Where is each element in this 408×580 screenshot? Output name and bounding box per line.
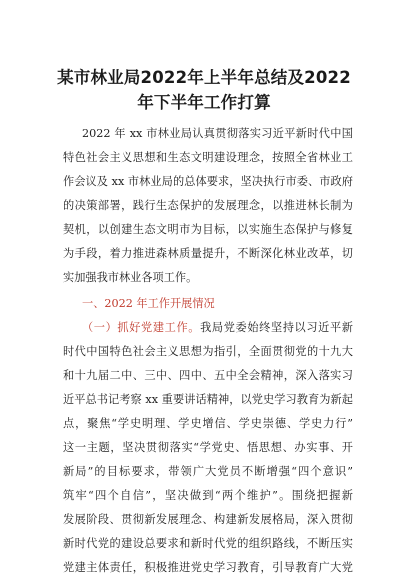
intro-line: 契机，以创建生态文明市为目标，以实施生态保护与修复 — [63, 223, 353, 236]
subsection-first-text: 我局党委始终坚持以习近平新 — [200, 321, 353, 334]
body-line: 这一主题，坚决贯彻落实“学党史、悟思想、办实事、开 — [63, 441, 353, 454]
intro-line: 特色社会主义思想和生态文明建设理念，按照全省林业工 — [63, 151, 353, 164]
body-line: 时代中国特色社会主义思想为指引，全面贯彻党的十九大 — [63, 345, 353, 358]
section-heading: 一、2022 年工作开展情况 — [82, 297, 215, 310]
intro-line: 为手段，着力推进森林质量提升，不断深化林业改革，切 — [63, 247, 353, 260]
subsection-first-line — [82, 320, 353, 336]
intro-line: 实加强我市林业各项工作。 — [63, 271, 198, 284]
intro-line: 作会议及 xx 市林业局的总体要求，坚决执行市委、市政府 — [63, 175, 353, 188]
body-line: 筑牢“四个自信”，坚决做到“两个维护”。围绕把握新 — [63, 489, 353, 502]
document-title-line-1: 某市林业局2022年上半年总结及2022 — [57, 68, 351, 87]
intro-line: 2022 年 xx 市林业局认真贯彻落实习近平新时代中国 — [82, 127, 353, 140]
body-line: 发展阶段、贯彻新发展理念、构建新发展格局，深入贯彻 — [63, 513, 353, 526]
document-title-line-2: 年下半年工作打算 — [137, 93, 271, 112]
body-line: 党建主体责任，积极推进党史学习教育，引导教育广大党 — [63, 561, 353, 574]
body-line: 新时代党的建设总要求和新时代党的组织路线，不断压实 — [63, 537, 353, 550]
body-line: 新局”的目标要求，带领广大党员不断增强“四个意识” — [63, 465, 353, 478]
body-line: 点，聚焦“学史明理、学史增信、学史崇德、学史力行” — [63, 417, 353, 430]
body-line: 近平总书记考察 xx 重要讲话精神，以党史学习教育为新起 — [63, 393, 353, 406]
subsection-label: （一）抓好党建工作。 — [82, 321, 201, 334]
intro-line: 的决策部署，践行生态保护的发展理念，以推进林长制为 — [63, 199, 353, 212]
body-line: 和十九届二中、三中、四中、五中全会精神，深入落实习 — [63, 369, 353, 382]
